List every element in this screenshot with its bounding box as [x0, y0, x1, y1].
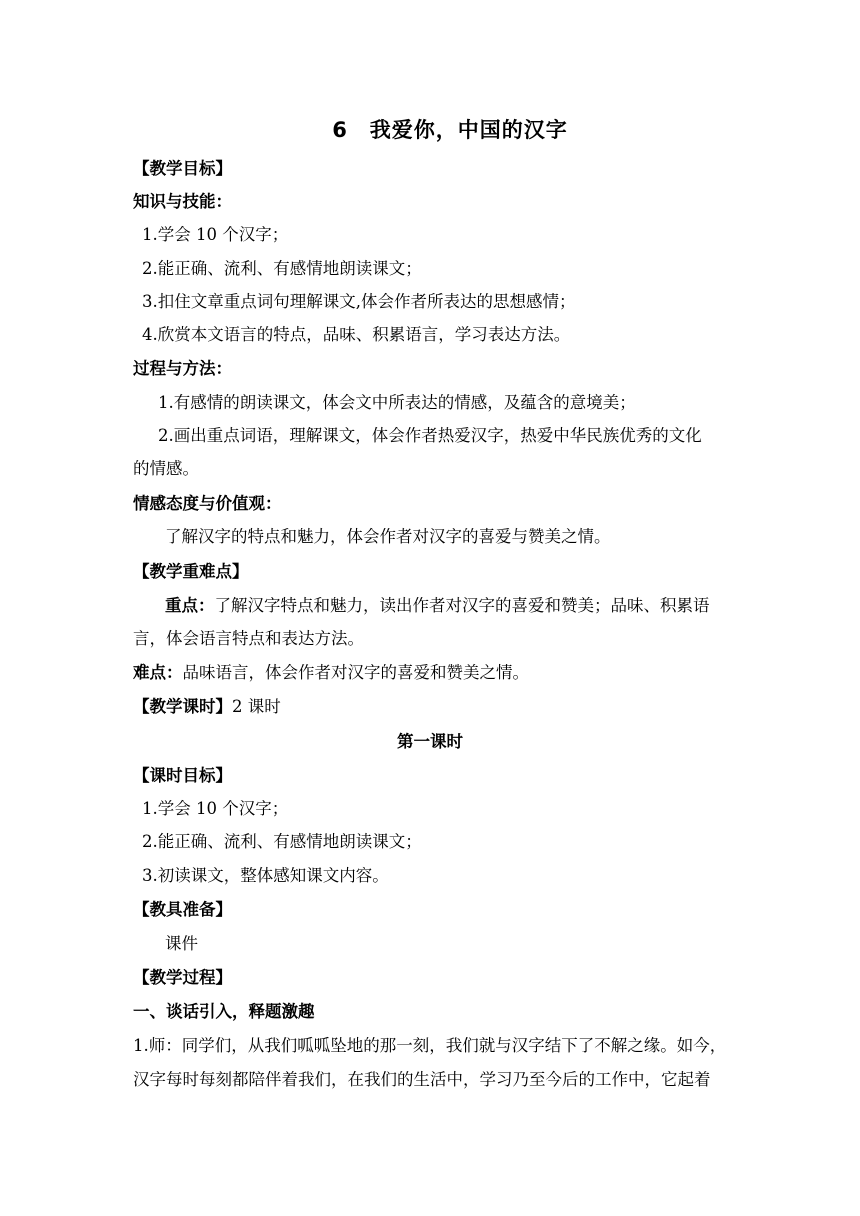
paragraph-line: 1.师：同学们，从我们呱呱坠地的那一刻，我们就与汉字结下了不解之缘。如今，	[133, 1036, 727, 1055]
key-point-text: 了解汉字特点和魅力，读出作者对汉字的喜爱和赞美；品味、积累语	[214, 596, 710, 615]
tools-text: 课件	[165, 934, 198, 953]
knowledge-heading: 知识与技能：	[133, 192, 232, 211]
knowledge-item: 3.扣住文章重点词句理解课文,体会作者所表达的思想感情；	[142, 292, 576, 311]
process-item: 2.画出重点词语，理解课文，体会作者热爱汉字，热爱中华民族优秀的文化	[158, 426, 702, 445]
lesson-goal-heading: 【课时目标】	[133, 766, 232, 785]
paragraph-line: 汉字每时每刻都陪伴着我们，在我们的生活中，学习乃至今后的工作中，它起着	[133, 1070, 711, 1089]
process-heading: 过程与方法：	[133, 359, 232, 378]
teaching-process-heading: 【教学过程】	[133, 968, 232, 987]
lesson-goal-item: 3.初读课文，整体感知课文内容。	[142, 866, 389, 885]
knowledge-item: 2.能正确、流利、有感情地朗读课文；	[142, 259, 422, 278]
emotion-heading: 情感态度与价值观：	[133, 494, 282, 513]
lesson-goal-item: 2.能正确、流利、有感情地朗读课文；	[142, 832, 422, 851]
difficulty-label: 难点：	[133, 663, 183, 682]
hours-value: 2 课时	[232, 697, 281, 716]
knowledge-item: 1.学会 10 个汉字；	[142, 225, 289, 244]
process-item-continued: 的情感。	[133, 459, 199, 478]
hours-label: 【教学课时】	[133, 697, 232, 716]
first-lesson-heading: 第一课时	[397, 732, 463, 751]
tools-heading: 【教具准备】	[133, 900, 232, 919]
objectives-heading: 【教学目标】	[133, 159, 232, 178]
difficulty-line	[133, 662, 733, 684]
key-point-continued: 言，体会语言特点和表达方法。	[133, 629, 364, 648]
knowledge-item: 4.欣赏本文语言的特点，品味、积累语言，学习表达方法。	[142, 325, 571, 344]
emotion-text: 了解汉字的特点和魅力，体会作者对汉字的喜爱与赞美之情。	[165, 527, 611, 546]
section-heading: 一、谈话引入，释题激趣	[133, 1002, 315, 1021]
difficulty-text: 品味语言，体会作者对汉字的喜爱和赞美之情。	[182, 663, 529, 682]
key-points-heading: 【教学重难点】	[133, 562, 249, 581]
page-title: 6 我爱你，中国的汉字	[332, 118, 568, 142]
process-item: 1.有感情的朗读课文，体会文中所表达的情感，及蕴含的意境美；	[158, 393, 636, 412]
hours-line	[133, 696, 733, 718]
lesson-goal-item: 1.学会 10 个汉字；	[142, 799, 289, 818]
key-point-line	[165, 595, 765, 617]
key-point-label: 重点：	[165, 596, 215, 615]
